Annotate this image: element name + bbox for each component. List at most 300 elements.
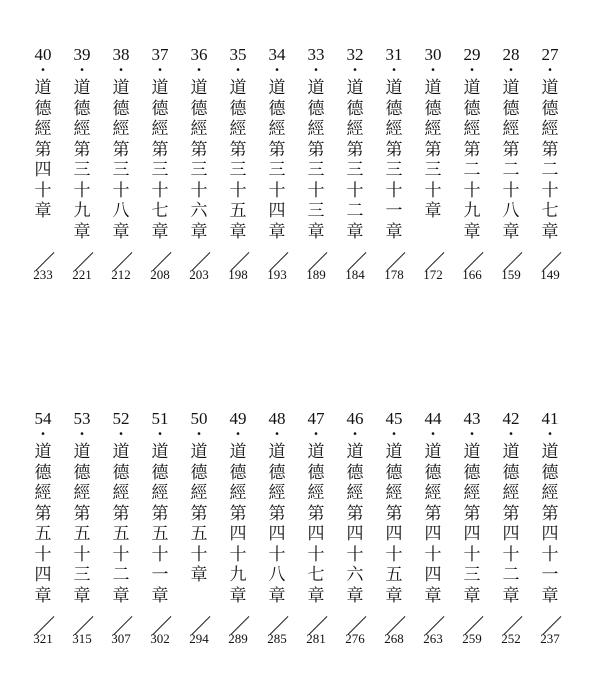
chapter-number: 46 xyxy=(346,409,364,428)
page-number: 208 xyxy=(150,267,170,282)
title-char: 道 xyxy=(151,78,169,98)
title-char: 第 xyxy=(463,139,481,160)
title-char: 十 xyxy=(424,544,442,565)
title-char: 道 xyxy=(424,442,442,462)
title-char: 道 xyxy=(190,442,208,462)
title-char: 一 xyxy=(541,565,559,585)
chapter-title xyxy=(141,442,179,606)
title-char: 十 xyxy=(190,180,208,201)
title-char: 德 xyxy=(268,98,286,119)
title-char: 章 xyxy=(268,221,286,242)
title-char: 三 xyxy=(112,160,130,180)
toc-entry xyxy=(258,45,296,282)
chapter-number: 43 xyxy=(463,409,481,428)
separator-dot: ・ xyxy=(426,427,439,441)
title-char: 德 xyxy=(385,462,403,483)
title-char: 德 xyxy=(73,98,91,119)
title-char: 道 xyxy=(268,442,286,462)
separator-dot: ・ xyxy=(36,427,49,441)
title-char: 三 xyxy=(346,160,364,180)
title-char: 四 xyxy=(463,524,481,544)
title-char: 十 xyxy=(73,180,91,201)
title-char: 章 xyxy=(151,221,169,242)
chapter-title xyxy=(180,442,218,586)
title-char: 道 xyxy=(541,442,559,462)
title-char: 章 xyxy=(112,221,130,242)
title-char: 章 xyxy=(541,221,559,242)
title-char: 二 xyxy=(502,160,520,180)
separator-dot: ・ xyxy=(192,63,205,77)
title-char: 第 xyxy=(307,139,325,160)
chapter-title xyxy=(102,78,140,242)
title-char: 經 xyxy=(424,483,442,503)
separator-dot: ・ xyxy=(348,63,361,77)
chapter-number: 38 xyxy=(112,45,130,64)
toc-entry xyxy=(375,45,413,282)
chapter-title xyxy=(375,78,413,242)
title-char: 三 xyxy=(307,201,325,221)
title-char: 章 xyxy=(229,221,247,242)
separator-dot: ・ xyxy=(465,427,478,441)
chapter-title xyxy=(492,78,530,242)
page-number: 315 xyxy=(72,631,92,646)
page-number: 198 xyxy=(228,267,248,282)
title-char: 第 xyxy=(34,503,52,524)
chapter-title xyxy=(531,442,569,606)
title-char: 德 xyxy=(502,462,520,483)
title-char: 經 xyxy=(151,483,169,503)
title-char: 道 xyxy=(190,78,208,98)
toc-entry xyxy=(336,45,374,282)
title-char: 六 xyxy=(346,565,364,585)
title-char: 德 xyxy=(34,462,52,483)
title-char: 第 xyxy=(151,503,169,524)
title-char: 五 xyxy=(34,524,52,544)
title-char: 章 xyxy=(190,221,208,242)
title-char: 一 xyxy=(151,565,169,585)
toc-entry xyxy=(531,409,569,646)
title-char: 三 xyxy=(424,160,442,180)
chapter-title xyxy=(414,442,452,606)
title-char: 七 xyxy=(541,201,559,221)
title-char: 章 xyxy=(346,221,364,242)
title-char: 德 xyxy=(112,462,130,483)
chapter-title xyxy=(453,78,491,242)
chapter-title xyxy=(219,442,257,606)
chapter-title xyxy=(336,78,374,242)
title-char: 第 xyxy=(190,139,208,160)
title-char: 經 xyxy=(112,483,130,503)
separator-dot: ・ xyxy=(465,63,478,77)
title-char: 道 xyxy=(463,78,481,98)
chapter-title xyxy=(180,78,218,242)
title-char: 德 xyxy=(73,462,91,483)
chapter-title xyxy=(414,78,452,222)
title-char: 七 xyxy=(307,565,325,585)
title-char: 第 xyxy=(502,503,520,524)
page-number: 276 xyxy=(345,631,365,646)
chapter-title xyxy=(63,78,101,242)
chapter-number: 36 xyxy=(190,45,208,64)
toc-entry xyxy=(414,409,452,646)
chapter-number: 47 xyxy=(307,409,325,428)
chapter-title xyxy=(63,442,101,606)
page-number: 321 xyxy=(33,631,53,646)
title-char: 德 xyxy=(463,462,481,483)
title-char: 七 xyxy=(151,201,169,221)
title-char: 道 xyxy=(463,442,481,462)
chapter-number: 53 xyxy=(73,409,91,428)
title-char: 道 xyxy=(151,442,169,462)
title-char: 四 xyxy=(385,524,403,544)
title-char: 章 xyxy=(151,585,169,606)
title-char: 第 xyxy=(151,139,169,160)
title-char: 道 xyxy=(346,78,364,98)
title-char: 第 xyxy=(541,503,559,524)
toc-entry xyxy=(219,45,257,282)
separator-dot: ・ xyxy=(504,427,517,441)
title-char: 道 xyxy=(229,78,247,98)
page-number: 212 xyxy=(111,267,131,282)
title-char: 德 xyxy=(424,98,442,119)
toc-entry xyxy=(492,45,530,282)
toc-entry xyxy=(141,45,179,282)
separator-dot: ・ xyxy=(153,427,166,441)
separator-dot: ・ xyxy=(387,63,400,77)
title-char: 四 xyxy=(34,160,52,180)
separator-dot: ・ xyxy=(543,427,556,441)
title-char: 章 xyxy=(307,221,325,242)
title-char: 德 xyxy=(541,98,559,119)
title-char: 章 xyxy=(385,585,403,606)
title-char: 經 xyxy=(502,119,520,139)
title-char: 十 xyxy=(34,544,52,565)
toc-entry xyxy=(102,45,140,282)
toc-entry xyxy=(531,45,569,282)
title-char: 第 xyxy=(463,503,481,524)
chapter-number: 44 xyxy=(424,409,442,428)
title-char: 經 xyxy=(268,483,286,503)
title-char: 十 xyxy=(151,180,169,201)
title-char: 章 xyxy=(34,585,52,606)
title-char: 道 xyxy=(34,442,52,462)
separator-dot: ・ xyxy=(192,427,205,441)
separator-dot: ・ xyxy=(426,63,439,77)
title-char: 經 xyxy=(34,483,52,503)
toc-entry xyxy=(219,409,257,646)
title-char: 德 xyxy=(346,98,364,119)
title-char: 二 xyxy=(346,201,364,221)
toc-entry xyxy=(453,45,491,282)
chapter-title xyxy=(297,78,335,242)
separator-dot: ・ xyxy=(114,427,127,441)
separator-dot: ・ xyxy=(309,63,322,77)
title-char: 八 xyxy=(268,565,286,585)
title-char: 四 xyxy=(541,524,559,544)
title-char: 德 xyxy=(190,462,208,483)
title-char: 經 xyxy=(268,119,286,139)
title-char: 三 xyxy=(151,160,169,180)
title-char: 三 xyxy=(190,160,208,180)
title-char: 德 xyxy=(112,98,130,119)
title-char: 第 xyxy=(73,139,91,160)
page-number: 259 xyxy=(462,631,482,646)
separator-dot: ・ xyxy=(75,63,88,77)
title-char: 三 xyxy=(268,160,286,180)
title-char: 經 xyxy=(385,119,403,139)
toc-entry xyxy=(297,45,335,282)
title-char: 德 xyxy=(541,462,559,483)
title-char: 三 xyxy=(307,160,325,180)
title-char: 十 xyxy=(34,180,52,201)
page-number: 252 xyxy=(501,631,521,646)
toc-entry xyxy=(24,45,62,282)
toc-entry xyxy=(297,409,335,646)
title-char: 道 xyxy=(307,78,325,98)
separator-dot: ・ xyxy=(231,427,244,441)
title-char: 道 xyxy=(385,78,403,98)
title-char: 經 xyxy=(502,483,520,503)
title-char: 五 xyxy=(73,524,91,544)
page-number: 184 xyxy=(345,267,365,282)
title-char: 道 xyxy=(502,442,520,462)
title-char: 道 xyxy=(541,78,559,98)
title-char: 經 xyxy=(424,119,442,139)
title-char: 九 xyxy=(463,201,481,221)
toc-entry xyxy=(258,409,296,646)
title-char: 十 xyxy=(190,544,208,565)
title-char: 章 xyxy=(112,585,130,606)
title-char: 第 xyxy=(346,503,364,524)
chapter-title xyxy=(375,442,413,606)
title-char: 十 xyxy=(307,544,325,565)
title-char: 五 xyxy=(385,565,403,585)
page-number: 285 xyxy=(267,631,287,646)
title-char: 三 xyxy=(229,160,247,180)
chapter-number: 29 xyxy=(463,45,481,64)
title-char: 章 xyxy=(229,585,247,606)
title-char: 十 xyxy=(151,544,169,565)
title-char: 四 xyxy=(34,565,52,585)
title-char: 第 xyxy=(385,503,403,524)
chapter-title xyxy=(336,442,374,606)
title-char: 十 xyxy=(463,180,481,201)
chapter-number: 40 xyxy=(34,45,52,64)
title-char: 十 xyxy=(385,180,403,201)
toc-entry xyxy=(63,409,101,646)
title-char: 第 xyxy=(112,139,130,160)
title-char: 道 xyxy=(268,78,286,98)
title-char: 十 xyxy=(307,180,325,201)
separator-dot: ・ xyxy=(348,427,361,441)
page-number: 281 xyxy=(306,631,326,646)
toc-entry xyxy=(102,409,140,646)
title-char: 十 xyxy=(463,544,481,565)
title-char: 四 xyxy=(268,524,286,544)
page-number: 159 xyxy=(501,267,521,282)
page-number: 166 xyxy=(462,267,482,282)
separator-dot: ・ xyxy=(75,427,88,441)
separator-dot: ・ xyxy=(309,427,322,441)
title-char: 道 xyxy=(424,78,442,98)
toc-entry xyxy=(63,45,101,282)
title-char: 德 xyxy=(346,462,364,483)
title-char: 道 xyxy=(307,442,325,462)
title-char: 九 xyxy=(229,565,247,585)
title-char: 十 xyxy=(268,544,286,565)
title-char: 經 xyxy=(229,119,247,139)
title-char: 德 xyxy=(463,98,481,119)
page-number: 221 xyxy=(72,267,92,282)
title-char: 第 xyxy=(346,139,364,160)
title-char: 德 xyxy=(268,462,286,483)
title-char: 四 xyxy=(502,524,520,544)
title-char: 第 xyxy=(112,503,130,524)
title-char: 第 xyxy=(424,139,442,160)
title-char: 十 xyxy=(541,544,559,565)
title-char: 十 xyxy=(73,544,91,565)
title-char: 四 xyxy=(424,524,442,544)
title-char: 六 xyxy=(190,201,208,221)
page-number: 263 xyxy=(423,631,443,646)
title-char: 章 xyxy=(541,585,559,606)
page-number: 189 xyxy=(306,267,326,282)
title-char: 第 xyxy=(73,503,91,524)
title-char: 德 xyxy=(229,462,247,483)
title-char: 十 xyxy=(385,544,403,565)
title-char: 德 xyxy=(190,98,208,119)
separator-dot: ・ xyxy=(504,63,517,77)
title-char: 第 xyxy=(34,139,52,160)
title-char: 章 xyxy=(463,221,481,242)
page-number: 237 xyxy=(540,631,560,646)
page-number: 289 xyxy=(228,631,248,646)
chapter-number: 33 xyxy=(307,45,325,64)
title-char: 十 xyxy=(424,180,442,201)
chapter-title xyxy=(219,78,257,242)
title-char: 二 xyxy=(502,565,520,585)
title-char: 德 xyxy=(151,98,169,119)
toc-entry xyxy=(180,45,218,282)
page-number: 233 xyxy=(33,267,53,282)
title-char: 德 xyxy=(307,98,325,119)
page-number: 178 xyxy=(384,267,404,282)
title-char: 道 xyxy=(112,442,130,462)
title-char: 章 xyxy=(34,201,52,221)
title-char: 道 xyxy=(73,78,91,98)
separator-dot: ・ xyxy=(270,427,283,441)
title-char: 九 xyxy=(73,201,91,221)
title-char: 經 xyxy=(541,483,559,503)
title-char: 十 xyxy=(112,180,130,201)
separator-dot: ・ xyxy=(270,63,283,77)
chapter-title xyxy=(453,442,491,606)
chapter-title xyxy=(492,442,530,606)
title-char: 經 xyxy=(73,483,91,503)
chapter-number: 35 xyxy=(229,45,247,64)
title-char: 五 xyxy=(151,524,169,544)
chapter-number: 42 xyxy=(502,409,520,428)
title-char: 十 xyxy=(346,544,364,565)
title-char: 經 xyxy=(385,483,403,503)
title-char: 十 xyxy=(268,180,286,201)
toc-entry xyxy=(453,409,491,646)
title-char: 經 xyxy=(346,119,364,139)
title-char: 經 xyxy=(229,483,247,503)
title-char: 十 xyxy=(502,544,520,565)
title-char: 經 xyxy=(34,119,52,139)
chapter-number: 30 xyxy=(424,45,442,64)
title-char: 章 xyxy=(73,585,91,606)
title-char: 道 xyxy=(502,78,520,98)
title-char: 第 xyxy=(268,139,286,160)
title-char: 十 xyxy=(112,544,130,565)
title-char: 第 xyxy=(424,503,442,524)
separator-dot: ・ xyxy=(387,427,400,441)
toc-entry xyxy=(336,409,374,646)
title-char: 經 xyxy=(346,483,364,503)
title-char: 十 xyxy=(229,544,247,565)
chapter-title xyxy=(24,442,62,606)
title-char: 第 xyxy=(229,503,247,524)
chapter-title xyxy=(141,78,179,242)
title-char: 二 xyxy=(541,160,559,180)
title-char: 四 xyxy=(268,201,286,221)
title-char: 章 xyxy=(268,585,286,606)
title-char: 章 xyxy=(385,221,403,242)
title-char: 經 xyxy=(307,483,325,503)
title-char: 一 xyxy=(385,201,403,221)
title-char: 道 xyxy=(385,442,403,462)
title-char: 經 xyxy=(463,119,481,139)
title-char: 五 xyxy=(229,201,247,221)
title-char: 二 xyxy=(112,565,130,585)
title-char: 四 xyxy=(424,565,442,585)
title-char: 三 xyxy=(73,160,91,180)
title-char: 德 xyxy=(34,98,52,119)
chapter-number: 48 xyxy=(268,409,286,428)
title-char: 德 xyxy=(502,98,520,119)
chapter-title xyxy=(102,442,140,606)
page-number: 193 xyxy=(267,267,287,282)
title-char: 三 xyxy=(463,565,481,585)
title-char: 第 xyxy=(229,139,247,160)
title-char: 五 xyxy=(190,524,208,544)
toc-entry xyxy=(375,409,413,646)
title-char: 經 xyxy=(307,119,325,139)
title-char: 十 xyxy=(229,180,247,201)
chapter-number: 41 xyxy=(541,409,559,428)
title-char: 德 xyxy=(229,98,247,119)
title-char: 道 xyxy=(34,78,52,98)
page-number: 268 xyxy=(384,631,404,646)
title-char: 道 xyxy=(229,442,247,462)
chapter-number: 39 xyxy=(73,45,91,64)
page-number: 294 xyxy=(189,631,209,646)
title-char: 四 xyxy=(346,524,364,544)
chapter-title xyxy=(258,78,296,242)
title-char: 章 xyxy=(307,585,325,606)
title-char: 第 xyxy=(502,139,520,160)
title-char: 德 xyxy=(424,462,442,483)
title-char: 經 xyxy=(151,119,169,139)
title-char: 四 xyxy=(307,524,325,544)
chapter-number: 27 xyxy=(541,45,559,64)
separator-dot: ・ xyxy=(153,63,166,77)
page-number: 172 xyxy=(423,267,443,282)
title-char: 經 xyxy=(463,483,481,503)
title-char: 道 xyxy=(73,442,91,462)
